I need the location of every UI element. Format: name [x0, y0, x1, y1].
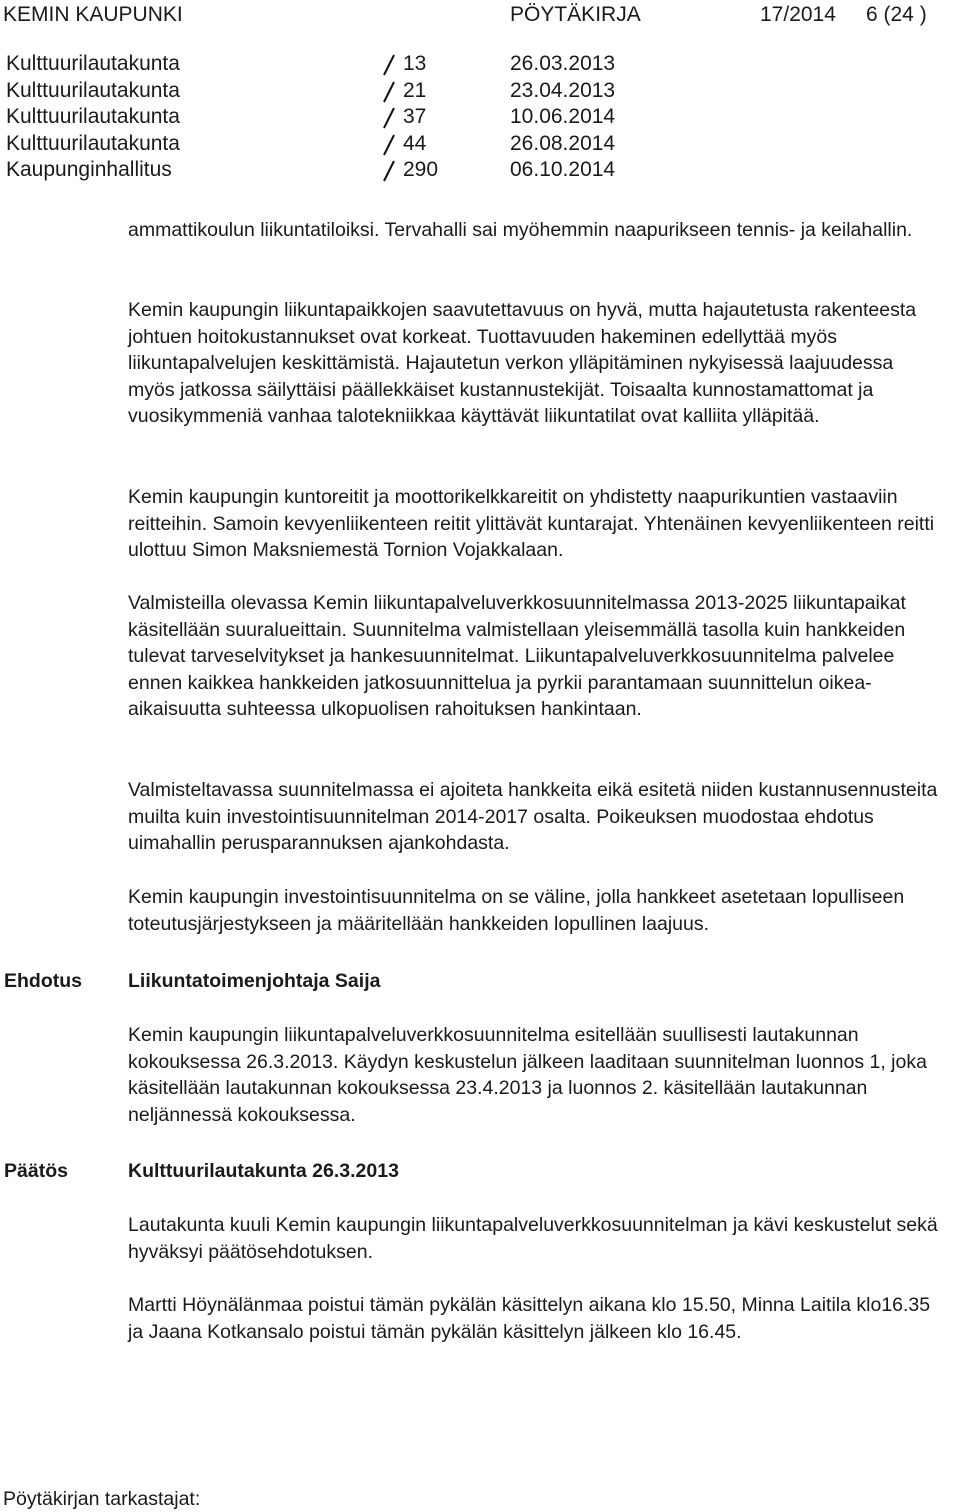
page-number: 6 (24 ) — [866, 3, 927, 26]
reference-body: Kulttuurilautakunta — [6, 131, 180, 155]
document-number: 17/2014 — [760, 3, 836, 26]
reference-row — [0, 79, 960, 106]
reference-row — [0, 132, 960, 159]
body-paragraph: Valmisteilla olevassa Kemin liikuntapalveluverkkosuunnitelmassa 2013-2025 liikuntapaikat käsitellään suuralueittain. Suunnitelma valmistellaan yleisemmällä tasolla kuin hankkeiden tulevat tarveselvitykset ja hankesuunnitelmat. Liikuntapalveluverkkosuunnitelma palvelee ennen kaikkea hankkeiden jatkosuunnittelua ja pyrkii parantamaan suunnittelun oikea-aikaisuutta suhteessa ulkopuolisen rahoituksen hankintaan. — [128, 592, 906, 721]
body-paragraph: ammattikoulun liikuntatiloiksi. Tervahalli sai myöhemmin naapurikseen tennis- ja keilahallin. — [128, 219, 913, 241]
section-sign-icon — [382, 107, 396, 129]
reference-section: 290 — [403, 158, 439, 182]
footer-label: Pöytäkirjan tarkastajat: — [3, 1488, 201, 1510]
section-sign-icon — [382, 160, 396, 182]
section-sign-icon — [382, 54, 396, 76]
section-sign-icon — [382, 134, 396, 156]
organization-name: KEMIN KAUPUNKI — [3, 3, 183, 26]
reference-list — [0, 52, 960, 185]
reference-section: 37 — [403, 105, 427, 129]
reference-date: 26.08.2014 — [510, 131, 616, 155]
decision-label: Päätös — [4, 1160, 68, 1182]
decision-text: Lautakunta kuuli Kemin kaupungin liikuntapalveluverkkosuunnitelman ja kävi keskustelut sekä hyväksyi päätösehdotuksen. — [128, 1214, 938, 1263]
reference-body: Kulttuurilautakunta — [6, 52, 180, 75]
reference-section: 21 — [403, 78, 427, 102]
decision-text: Martti Höynälänmaa poistui tämän pykälän käsittelyn aikana klo 15.50, Minna Laitila klo16.35 ja Jaana Kotkansalo poistui tämän pykälän käsittelyn jälkeen klo 16.45. — [128, 1294, 931, 1343]
reference-date: 26.03.2013 — [510, 52, 616, 75]
reference-row — [0, 158, 960, 185]
decision-heading: Kulttuurilautakunta 26.3.2013 — [128, 1160, 399, 1182]
reference-date: 10.06.2014 — [510, 105, 616, 129]
body-paragraph: Kemin kaupungin liikuntapaikkojen saavutettavuus on hyvä, mutta hajautetusta rakenteesta johtuen hoitokustannukset ovat korkeat. Tuottavuuden hakeminen edellyttää myös liikuntapalvelujen keskittämistä. Hajautetun verkon ylläpitäminen nykyisessä laajuudessa myös jatkossa säilyttäisi päällekkäiset kustannustekijät. Toisaalta kunnostamattomat ja vuosikymmeniä vanhaa talotekniikkaa käyttävät liikuntatilat ovat kalliita ylläpitää. — [128, 299, 917, 428]
reference-date: 06.10.2014 — [510, 158, 616, 182]
reference-row — [0, 52, 960, 79]
proposal-heading: Liikuntatoimenjohtaja Saija — [128, 970, 381, 992]
reference-section: 44 — [403, 131, 427, 155]
reference-date: 23.04.2013 — [510, 78, 616, 102]
proposal-text: Kemin kaupungin liikuntapalveluverkkosuunnitelma esitellään suullisesti lautakunnan kokouksessa 26.3.2013. Käydyn keskustelun jälkeen laaditaan suunnitelman luonnos 1, joka käsitellään lautakunnan kokouksessa 23.4.2013 ja luonnos 2. käsitellään lautakunnan neljännessä kokouksessa. — [128, 1024, 927, 1126]
document-type: PÖYTÄKIRJA — [510, 3, 641, 26]
body-paragraph: Kemin kaupungin investointisuunnitelma on se väline, jolla hankkeet asetetaan lopulliseen toteutusjärjestykseen ja määritellään hankkeiden lopullinen laajuus. — [128, 886, 905, 935]
page-header — [0, 0, 960, 30]
section-sign-icon — [382, 81, 396, 103]
reference-section: 13 — [403, 52, 427, 75]
reference-row — [0, 105, 960, 132]
reference-body: Kulttuurilautakunta — [6, 78, 180, 102]
body-paragraph: Kemin kaupungin kuntoreitit ja moottorikelkkareitit on yhdistetty naapurikuntien vastaaviin reitteihin. Samoin kevyenliikenteen reitit ylittävät kuntarajat. Yhtenäinen kevyenliikenteen reitti ulottuu Simon Maksniemestä Tornion Vojakkalaan. — [128, 486, 935, 562]
reference-body: Kaupunginhallitus — [6, 158, 172, 182]
body-paragraph: Valmisteltavassa suunnitelmassa ei ajoiteta hankkeita eikä esitetä niiden kustannusennusteita muilta kuin investointisuunnitelman 2014-2017 osalta. Poikeuksen muodostaa ehdotus uimahallin perusparannuksen ajankohdasta. — [128, 779, 938, 855]
proposal-label: Ehdotus — [4, 970, 82, 992]
reference-body: Kulttuurilautakunta — [6, 105, 180, 129]
